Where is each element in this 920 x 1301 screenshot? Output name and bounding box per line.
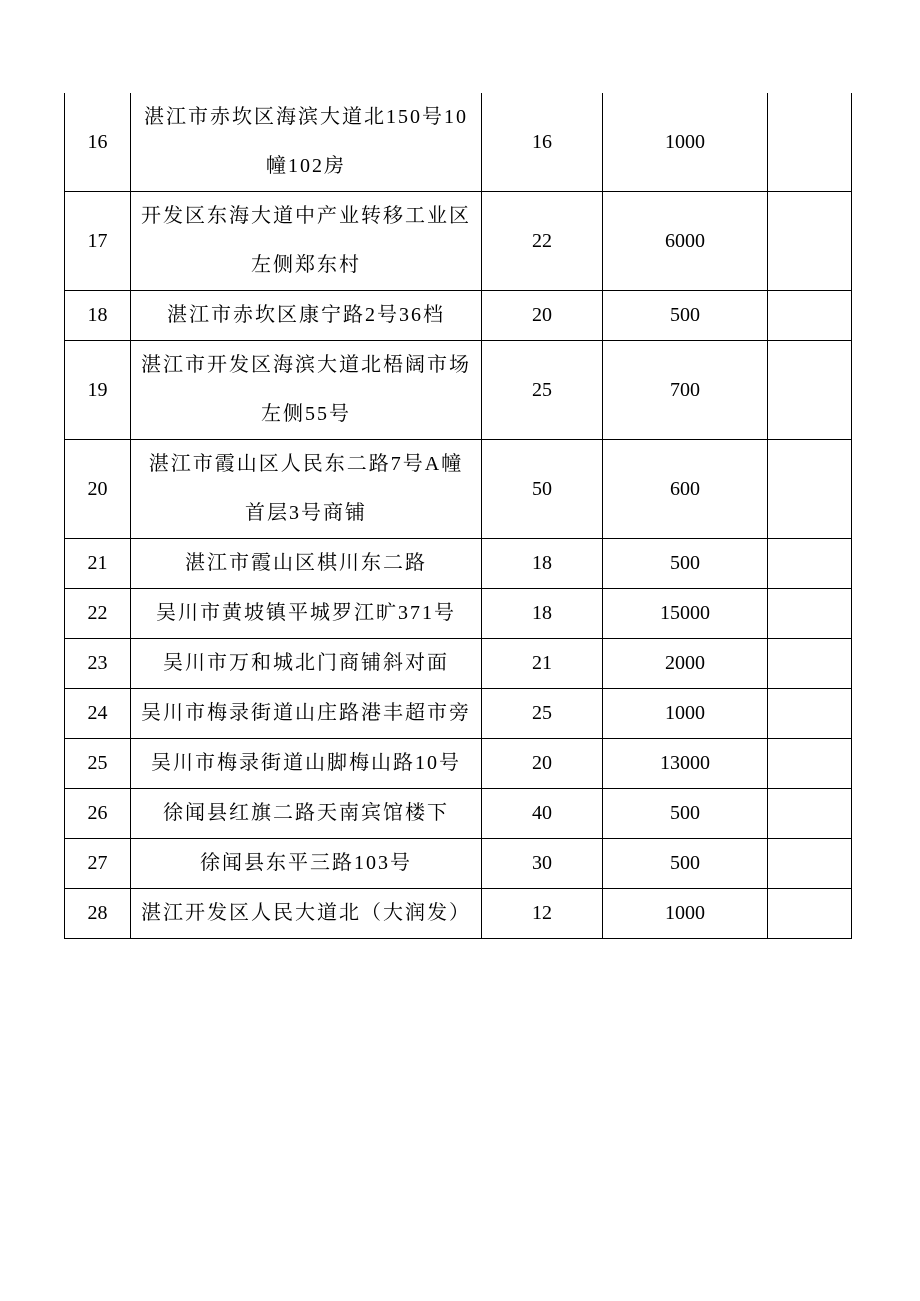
table-row — [65, 639, 852, 689]
row-number: 26 — [65, 789, 131, 839]
address-cell — [131, 341, 482, 440]
address-cell — [131, 839, 482, 889]
row-number: 19 — [65, 341, 131, 440]
address-line: 吴川市万和城北门商铺斜对面 — [163, 652, 449, 674]
count-cell: 18 — [482, 539, 603, 589]
area-cell: 2000 — [603, 639, 768, 689]
row-number: 20 — [65, 440, 131, 539]
address-line: 湛江开发区人民大道北（大润发） — [141, 902, 471, 924]
address-line: 吴川市梅录街道山庄路港丰超市旁 — [141, 702, 471, 724]
note-cell — [768, 739, 852, 789]
count-cell: 20 — [482, 739, 603, 789]
count-cell: 30 — [482, 839, 603, 889]
count-cell: 21 — [482, 639, 603, 689]
address-cell — [131, 739, 482, 789]
address-cell — [131, 440, 482, 539]
table-row — [65, 589, 852, 639]
note-cell — [768, 639, 852, 689]
note-cell — [768, 889, 852, 939]
table-row — [65, 93, 852, 192]
count-cell: 16 — [482, 93, 603, 192]
area-cell: 1000 — [603, 93, 768, 192]
note-cell — [768, 192, 852, 291]
table-row — [65, 291, 852, 341]
address-line: 湛江市赤坎区康宁路2号36档 — [167, 304, 445, 326]
note-cell — [768, 789, 852, 839]
count-cell: 40 — [482, 789, 603, 839]
count-cell: 25 — [482, 341, 603, 440]
count-cell: 20 — [482, 291, 603, 341]
table-row — [65, 739, 852, 789]
note-cell — [768, 689, 852, 739]
address-line: 左侧郑东村 — [251, 254, 361, 276]
address-line: 湛江市霞山区棋川东二路 — [185, 552, 427, 574]
area-cell: 1000 — [603, 689, 768, 739]
count-cell: 22 — [482, 192, 603, 291]
address-line: 湛江市霞山区人民东二路7号A幢 — [148, 453, 464, 475]
note-cell — [768, 93, 852, 192]
area-cell: 700 — [603, 341, 768, 440]
table-row — [65, 789, 852, 839]
address-cell — [131, 291, 482, 341]
table-row — [65, 839, 852, 889]
area-cell: 500 — [603, 839, 768, 889]
area-cell: 6000 — [603, 192, 768, 291]
address-cell — [131, 889, 482, 939]
table-body — [65, 93, 852, 939]
address-cell — [131, 689, 482, 739]
address-cell — [131, 539, 482, 589]
address-line: 幢102房 — [266, 155, 346, 177]
note-cell — [768, 440, 852, 539]
address-line: 徐闻县红旗二路天南宾馆楼下 — [163, 802, 449, 824]
note-cell — [768, 539, 852, 589]
address-line: 首层3号商铺 — [245, 502, 367, 524]
address-line: 左侧55号 — [261, 403, 351, 425]
area-cell: 500 — [603, 291, 768, 341]
table-row — [65, 539, 852, 589]
note-cell — [768, 839, 852, 889]
table-row — [65, 192, 852, 291]
count-cell: 25 — [482, 689, 603, 739]
table-row — [65, 689, 852, 739]
address-line: 湛江市赤坎区海滨大道北150号10 — [144, 106, 468, 128]
address-table — [64, 93, 852, 939]
row-number: 22 — [65, 589, 131, 639]
address-cell — [131, 93, 482, 192]
area-cell: 13000 — [603, 739, 768, 789]
area-cell: 500 — [603, 789, 768, 839]
area-cell: 1000 — [603, 889, 768, 939]
row-number: 24 — [65, 689, 131, 739]
table-row — [65, 889, 852, 939]
address-cell — [131, 639, 482, 689]
note-cell — [768, 291, 852, 341]
row-number: 18 — [65, 291, 131, 341]
address-line: 湛江市开发区海滨大道北梧阔市场 — [141, 354, 471, 376]
address-cell — [131, 589, 482, 639]
address-line: 吴川市梅录街道山脚梅山路10号 — [151, 752, 461, 774]
address-line: 吴川市黄坡镇平城罗江旷371号 — [156, 602, 456, 624]
row-number: 17 — [65, 192, 131, 291]
note-cell — [768, 589, 852, 639]
row-number: 28 — [65, 889, 131, 939]
address-cell — [131, 789, 482, 839]
address-line: 开发区东海大道中产业转移工业区 — [141, 205, 471, 227]
count-cell: 18 — [482, 589, 603, 639]
area-cell: 600 — [603, 440, 768, 539]
address-cell — [131, 192, 482, 291]
area-cell: 15000 — [603, 589, 768, 639]
row-number: 27 — [65, 839, 131, 889]
table-row — [65, 440, 852, 539]
area-cell: 500 — [603, 539, 768, 589]
row-number: 25 — [65, 739, 131, 789]
count-cell: 50 — [482, 440, 603, 539]
note-cell — [768, 341, 852, 440]
row-number: 16 — [65, 93, 131, 192]
table-row — [65, 341, 852, 440]
row-number: 23 — [65, 639, 131, 689]
address-line: 徐闻县东平三路103号 — [200, 852, 412, 874]
row-number: 21 — [65, 539, 131, 589]
address-table-container — [64, 93, 851, 939]
count-cell: 12 — [482, 889, 603, 939]
